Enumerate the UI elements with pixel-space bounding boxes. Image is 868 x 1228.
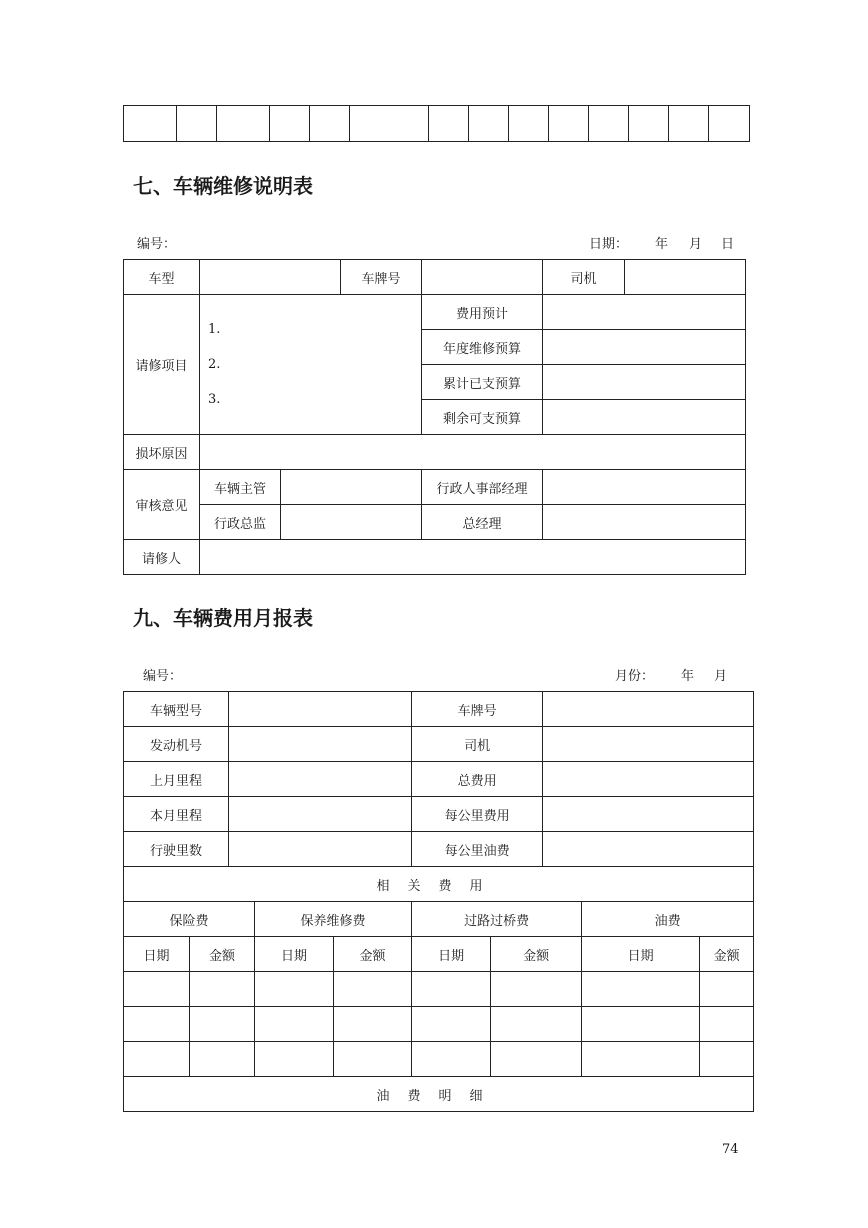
admin-hr-manager-value [543,470,746,505]
table-cell [700,1042,754,1077]
table-cell [124,1042,190,1077]
vehicle-model-label: 车辆型号 [124,692,229,727]
spent-budget-label: 累计已支预算 [422,365,543,400]
repair-item-1: 1. [208,322,221,337]
table-cell [412,1007,491,1042]
table-cell [700,1007,754,1042]
plate-no-label: 车牌号 [341,260,422,295]
this-month-mileage-value [229,797,412,832]
section9-month-label: 月份： [615,669,655,684]
driver-value [543,727,754,762]
section7-date-year: 年 [655,237,669,252]
engine-no-label: 发动机号 [124,727,229,762]
date-header: 日期 [412,937,491,972]
table-cell [582,972,700,1007]
table-cell [177,106,217,142]
page-number: 74 [722,1142,739,1157]
table-cell [310,106,350,142]
table-cell [124,106,177,142]
requester-value [200,540,746,575]
table-cell [669,106,709,142]
cost-per-km-label: 每公里费用 [412,797,543,832]
table-cell [582,1042,700,1077]
section7-title: 七、车辆维修说明表 [133,174,313,198]
date-header: 日期 [124,937,190,972]
vehicle-type-label: 车型 [124,260,200,295]
related-costs-header: 相关费用 [124,867,754,902]
amount-header: 金额 [491,937,582,972]
fuel-per-km-label: 每公里油费 [412,832,543,867]
table-cell [255,1007,334,1042]
annual-budget-value [543,330,746,365]
spent-budget-value [543,365,746,400]
table-cell [124,1007,190,1042]
remaining-budget-label: 剩余可支预算 [422,400,543,435]
amount-header: 金额 [334,937,412,972]
table-row [124,1007,754,1042]
table-cell [255,972,334,1007]
table-cell [582,1007,700,1042]
plate-no-value [422,260,543,295]
driver-label: 司机 [412,727,543,762]
section9-number-label: 编号： [143,669,183,684]
repair-item-2: 2. [208,357,221,372]
maintenance-category: 保养维修费 [255,902,412,937]
total-cost-value [543,762,754,797]
table-cell [190,1042,255,1077]
table-cell [270,106,310,142]
top-empty-table [123,105,750,142]
last-month-mileage-value [229,762,412,797]
table-cell [709,106,750,142]
repair-item-3: 3. [208,392,221,407]
table-cell [629,106,669,142]
section7-date-month: 月 [689,237,703,252]
cost-estimate-value [543,295,746,330]
total-cost-label: 总费用 [412,762,543,797]
fuel-category: 油费 [582,902,754,937]
admin-director-label: 行政总监 [200,505,281,540]
table-cell [429,106,469,142]
table-cell [700,972,754,1007]
section7-date-day: 日 [721,237,735,252]
vehicle-supervisor-label: 车辆主管 [200,470,281,505]
distance-label: 行驶里数 [124,832,229,867]
requester-label: 请修人 [124,540,200,575]
monthly-cost-table [123,691,754,1112]
table-cell [412,972,491,1007]
section9-title: 九、车辆费用月报表 [133,606,313,630]
table-cell [412,1042,491,1077]
table-cell [509,106,549,142]
vehicle-type-value [200,260,341,295]
admin-hr-manager-label: 行政人事部经理 [422,470,543,505]
section7-date-label: 日期： [589,237,629,252]
table-cell [469,106,509,142]
cost-estimate-label: 费用预计 [422,295,543,330]
general-manager-label: 总经理 [422,505,543,540]
table-row [124,972,754,1007]
date-header: 日期 [582,937,700,972]
table-cell [491,972,582,1007]
repair-items-label: 请修项目 [124,295,200,435]
engine-no-value [229,727,412,762]
table-cell [334,972,412,1007]
driver-label: 司机 [543,260,625,295]
toll-category: 过路过桥费 [412,902,582,937]
fuel-per-km-value [543,832,754,867]
table-cell [124,972,190,1007]
insurance-category: 保险费 [124,902,255,937]
driver-value [625,260,746,295]
table-cell [334,1007,412,1042]
remaining-budget-value [543,400,746,435]
table-cell [190,1007,255,1042]
table-cell [217,106,270,142]
damage-reason-value [200,435,746,470]
cost-per-km-value [543,797,754,832]
repair-items-list [200,295,422,435]
vehicle-model-value [229,692,412,727]
amount-header: 金额 [700,937,754,972]
repair-form-table [123,259,746,575]
annual-budget-label: 年度维修预算 [422,330,543,365]
table-cell [491,1007,582,1042]
table-cell [549,106,589,142]
general-manager-value [543,505,746,540]
table-cell [190,972,255,1007]
amount-header: 金额 [190,937,255,972]
table-row [124,1042,754,1077]
damage-reason-label: 损坏原因 [124,435,200,470]
table-cell [334,1042,412,1077]
plate-no-label: 车牌号 [412,692,543,727]
vehicle-supervisor-value [281,470,422,505]
table-cell [589,106,629,142]
review-opinion-label: 审核意见 [124,470,200,540]
distance-value [229,832,412,867]
table-cell [491,1042,582,1077]
section7-number-label: 编号： [137,237,177,252]
table-cell [350,106,429,142]
date-header: 日期 [255,937,334,972]
last-month-mileage-label: 上月里程 [124,762,229,797]
table-cell [255,1042,334,1077]
this-month-mileage-label: 本月里程 [124,797,229,832]
admin-director-value [281,505,422,540]
plate-no-value [543,692,754,727]
fuel-detail-header: 油费明细 [124,1077,754,1112]
section9-month-month: 月 [714,669,728,684]
section9-month-year: 年 [681,669,695,684]
